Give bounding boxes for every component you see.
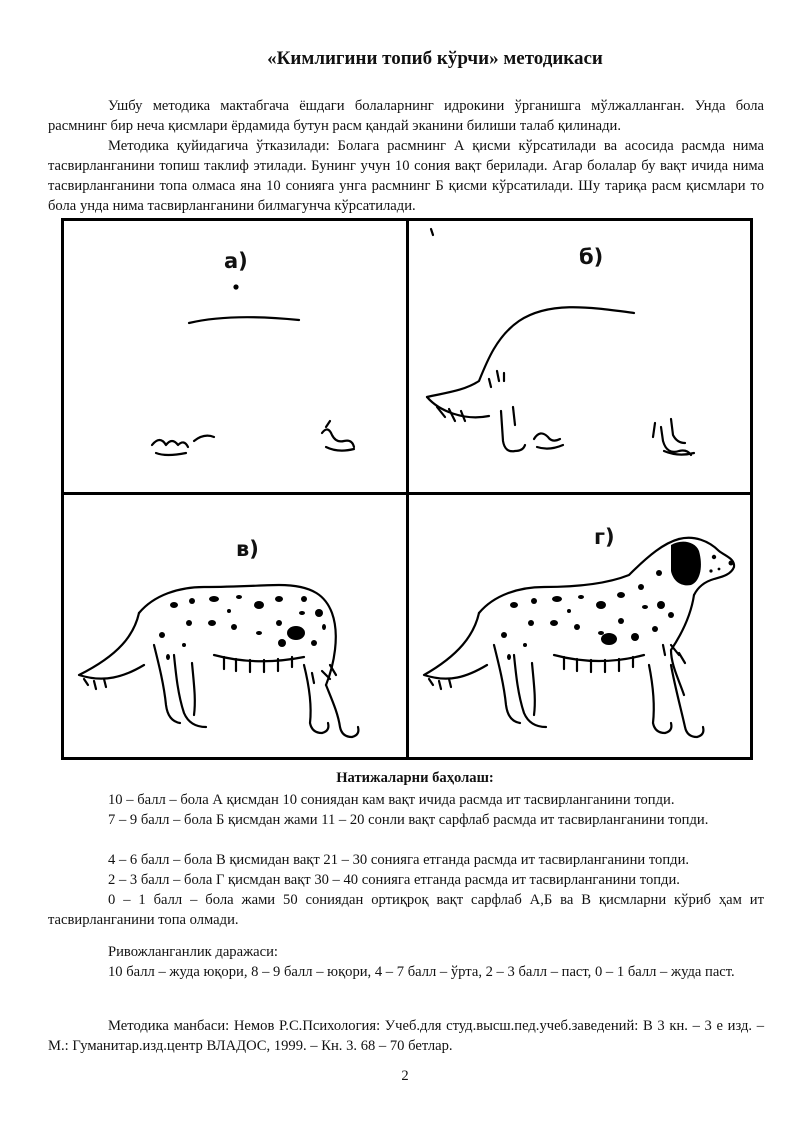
panel-d-label: г) xyxy=(594,525,615,549)
panel-d-drawing xyxy=(409,495,751,757)
dog-figure xyxy=(61,218,753,760)
panel-b-drawing xyxy=(409,221,751,491)
source-reference: Методика манбаси: Немов Р.С.Психология: Учеб.для студ.высш.пед.учеб.заведений: В 3 кн. – 3 е изд. – М.: Гуманитар.изд.центр ВЛАДОС, 1999. – Кн. 3. 68 – 70 бетлар. xyxy=(48,1018,764,1054)
intro-paragraph-2: Методика қуйидагича ўтказилади: Болага расмнинг А қисми кўрсатилади ва асосида расмда нима тасвирланганини топиш таклиф этилади. Бунинг учун 10 сония вақт берилади. Агар болалар бу вақт ичида нима тасвирланганини топа олмаса яна 10 сонияга унга расмнинг Б қисми кўрсатилади. Шу тариқа расм қисмлари то бола унда нима тасвирланганини билмагунча кўрсатилади. xyxy=(48,138,764,214)
panel-c-drawing xyxy=(64,495,406,757)
panel-c xyxy=(64,495,406,765)
development-heading: Ривожланганлик даражаси: xyxy=(108,944,278,960)
panel-c-label: в) xyxy=(236,537,259,561)
page-number: 2 xyxy=(401,1068,409,1084)
result-item-4: 2 – 3 балл – бола Г қисмдан вақт 30 – 40 сонияга етганда расмда ит тасвирланганини топди. xyxy=(108,872,680,888)
panel-b-label: б) xyxy=(579,245,604,269)
page-title: «Кимлигини топиб кўрчи» методикаси xyxy=(267,48,603,69)
panel-a xyxy=(64,221,406,491)
panel-b xyxy=(409,221,751,491)
panel-a-label: а) xyxy=(224,249,248,273)
results-heading: Натижаларни баҳолаш: xyxy=(336,770,494,786)
panel-a-drawing xyxy=(64,221,406,491)
intro-paragraph-1: Ушбу методика мактабгача ёшдаги болаларнинг идрокини ўрганишга мўлжалланган. Унда бола расмнинг бир неча қисмлари ёрдамида бутун расм қандай эканини билиши талаб қилинади. xyxy=(48,98,764,134)
result-item-5: 0 – 1 балл – бола жами 50 сониядан ортиқроқ вақт сарфлаб А,Б ва В қисмларни кўриб ҳам ит тасвирланганини топа олмади. xyxy=(48,892,764,928)
panel-d xyxy=(409,495,751,765)
result-item-2: 7 – 9 балл – бола Б қисмдан жами 11 – 20 сонли вақт сарфлаб расмда ит тасвирланганини топди. xyxy=(108,812,709,828)
development-text: 10 балл – жуда юқори, 8 – 9 балл – юқори, 4 – 7 балл – ўрта, 2 – 3 балл – паст, 0 – 1 балл – жуда паст. xyxy=(108,964,735,980)
result-item-1: 10 – балл – бола А қисмдан 10 сониядан кам вақт ичида расмда ит тасвирланганини топди. xyxy=(108,792,675,808)
result-item-3: 4 – 6 балл – бола В қисмидан вақт 21 – 30 сонияга етганда расмда ит тасвирланганини топди. xyxy=(108,852,690,868)
